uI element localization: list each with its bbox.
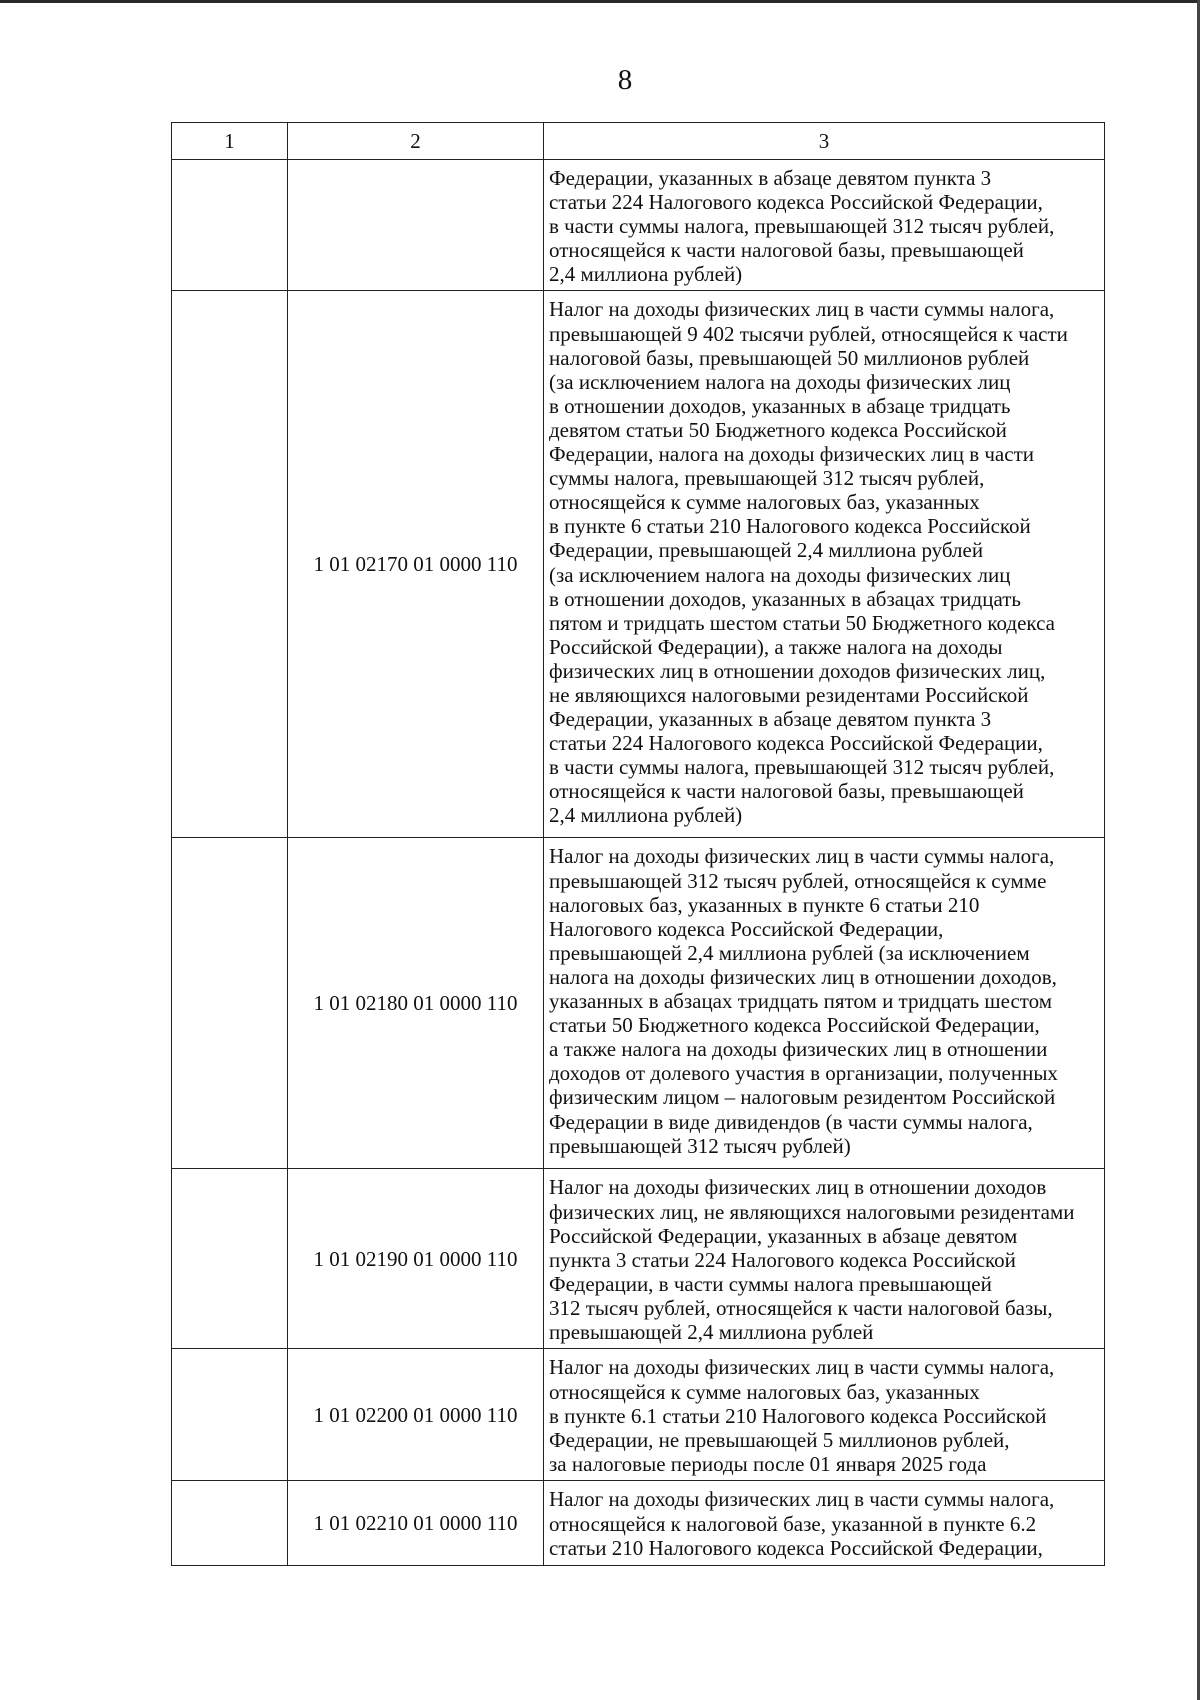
row-col1-cell [172,1169,288,1349]
header-cell-1: 1 [172,123,288,160]
header-cell-2: 2 [288,123,544,160]
kbk-code-cell: 1 01 02170 01 0000 110 [288,291,544,838]
description-cell: Налог на доходы физических лиц в отношении доходов физических лиц, не являющихся налоговыми резидентами Российской Федерации, указанных в абзаце девятом пункта 3 статьи 224 Налогового кодекса Российской Федерации, в части суммы налога превышающей 312 тысяч рублей, относящейся к части налоговой базы, превышающей 2,4 миллиона рублей [544,1169,1105,1349]
page-number: 8 [617,64,633,96]
description-cell: Федерации, указанных в абзаце девятом пункта 3 статьи 224 Налогового кодекса Российской Федерации, в части суммы налога, превышающей 312 тысяч рублей, относящейся к части налоговой базы, превышающей 2,4 миллиона рублей) [544,160,1105,291]
table-row [172,838,1105,1169]
kbk-code-cell: 1 01 02180 01 0000 110 [288,838,544,1169]
table-row [172,291,1105,838]
row-col1-cell [172,838,288,1169]
table-header-row [172,123,1105,160]
kbk-code-cell [288,160,544,291]
table-row [172,1481,1105,1566]
table-row [172,1349,1105,1481]
description-cell: Налог на доходы физических лиц в части суммы налога, относящейся к налоговой базе, указанной в пункте 6.2 статьи 210 Налогового кодекса Российской Федерации, [544,1481,1105,1566]
budget-classification-table [171,122,1105,1566]
row-col1-cell [172,291,288,838]
kbk-code-cell: 1 01 02190 01 0000 110 [288,1169,544,1349]
table-row [172,160,1105,291]
table-row [172,1169,1105,1349]
scan-edge-top [0,0,1200,3]
row-col1-cell [172,160,288,291]
description-cell: Налог на доходы физических лиц в части суммы налога, превышающей 312 тысяч рублей, относящейся к сумме налоговых баз, указанных в пункте 6 статьи 210 Налогового кодекса Российской Федерации, превышающей 2,4 миллиона рублей (за исключением налога на доходы физических лиц в отношении доходов, указанных в абзацах тридцать пятом и тридцать шестом статьи 50 Бюджетного кодекса Российской Федерации, а также налога на доходы физических лиц в отношении доходов от долевого участия в организации, полученных физическим лицом – налоговым резидентом Российской Федерации в виде дивидендов (в части суммы налога, превышающей 312 тысяч рублей) [544,838,1105,1169]
row-col1-cell [172,1481,288,1566]
row-col1-cell [172,1349,288,1481]
kbk-code-cell: 1 01 02210 01 0000 110 [288,1481,544,1566]
description-cell: Налог на доходы физических лиц в части суммы налога, относящейся к сумме налоговых баз, указанных в пункте 6.1 статьи 210 Налогового кодекса Российской Федерации, не превышающей 5 миллионов рублей, за налоговые периоды после 01 января 2025 года [544,1349,1105,1481]
description-cell: Налог на доходы физических лиц в части суммы налога, превышающей 9 402 тысячи рублей, относящейся к части налоговой базы, превышающей 50 миллионов рублей (за исключением налога на доходы физических лиц в отношении доходов, указанных в абзаце тридцать девятом статьи 50 Бюджетного кодекса Российской Федерации, налога на доходы физических лиц в части суммы налога, превышающей 312 тысяч рублей, относящейся к сумме налоговых баз, указанных в пункте 6 статьи 210 Налогового кодекса Российской Федерации, превышающей 2,4 миллиона рублей (за исключением налога на доходы физических лиц в отношении доходов, указанных в абзацах тридцать пятом и тридцать шестом статьи 50 Бюджетного кодекса Российской Федерации), а также налога на доходы физических лиц в отношении доходов физических лиц, не являющихся налоговыми резидентами Российской Федерации, указанных в абзаце девятом пункта 3 статьи 224 Налогового кодекса Российской Федерации, в части суммы налога, превышающей 312 тысяч рублей, относящейся к части налоговой базы, превышающей 2,4 миллиона рублей) [544,291,1105,838]
kbk-code-cell: 1 01 02200 01 0000 110 [288,1349,544,1481]
header-cell-3: 3 [544,123,1105,160]
